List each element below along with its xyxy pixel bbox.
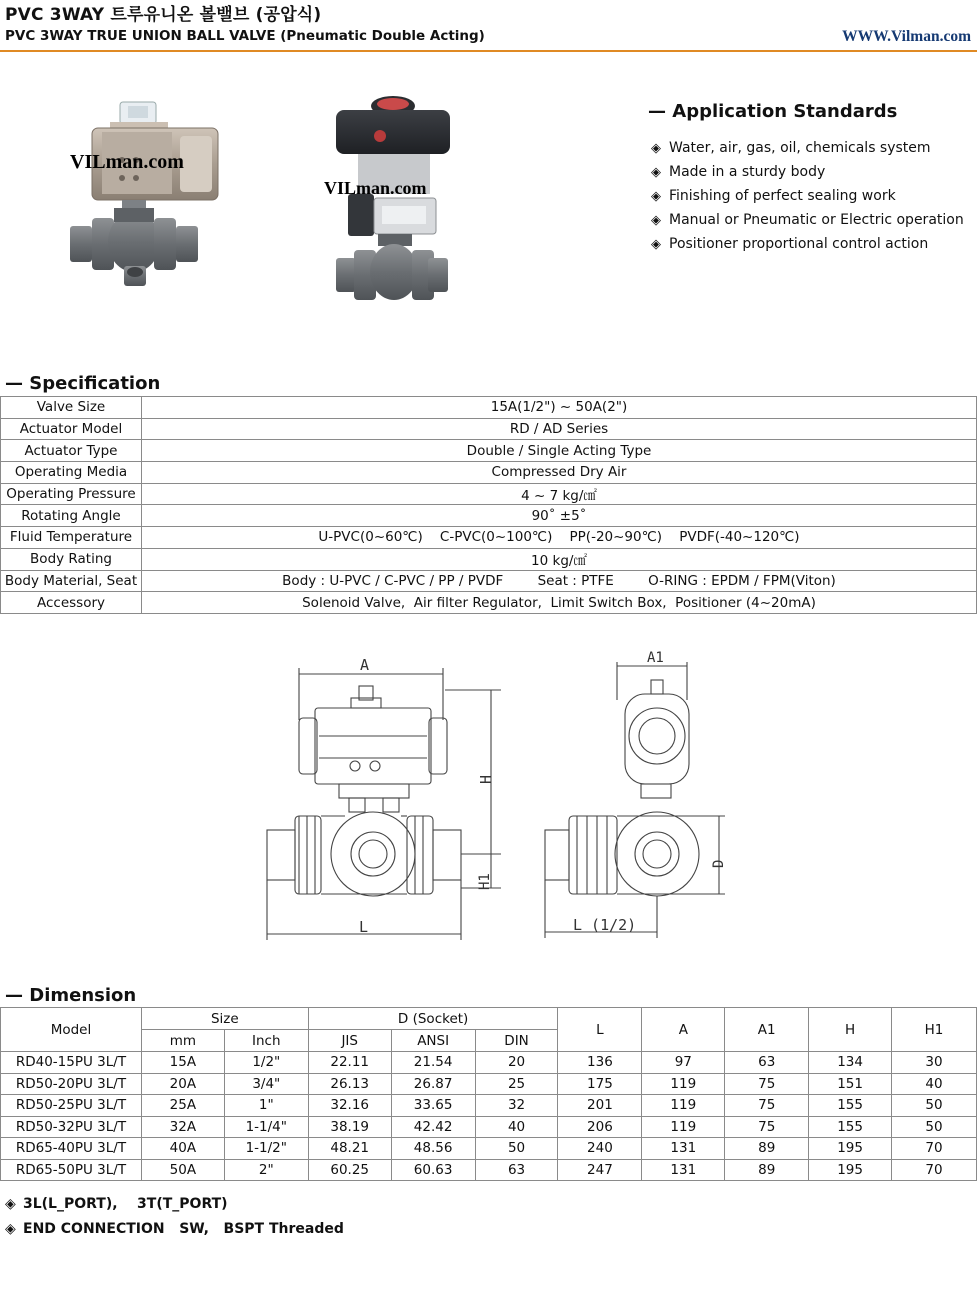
table-header-row — [1, 1008, 977, 1030]
diamond-bullet-icon: ◈ — [651, 141, 661, 156]
spec-label: Actuator Model — [1, 418, 142, 440]
dimension-label-h1: H1 — [477, 873, 493, 890]
dimension-label-l: L — [359, 918, 369, 936]
column-header: L — [558, 1008, 642, 1052]
list-item: ◈ Water, air, gas, oil, chemicals system — [651, 136, 964, 160]
table-row — [1, 527, 977, 549]
column-header: H — [809, 1008, 892, 1052]
spec-label: Actuator Type — [1, 440, 142, 462]
diamond-bullet-icon: ◈ — [651, 165, 661, 180]
column-header: DIN — [475, 1030, 558, 1052]
dimension-label-a1: A1 — [647, 650, 664, 666]
table-row: RD65-40PU 3L/T 40A 1-1/2" 48.21 48.56 50 240 131 89 195 70 — [1, 1138, 977, 1160]
page-title-korean: PVC 3WAY 트루유니온 볼밸브 (공압식) — [5, 5, 322, 25]
spec-label: Operating Media — [1, 462, 142, 484]
table-row — [1, 570, 977, 592]
spec-value: Body : U-PVC / C-PVC / PP / PVDF Seat : PTFE O-RING : EPDM / FPM(Viton) — [142, 570, 977, 592]
application-list — [651, 136, 964, 256]
column-header: A1 — [725, 1008, 809, 1052]
spec-value: Double / Single Acting Type — [142, 440, 977, 462]
diamond-bullet-icon: ◈ — [651, 189, 661, 204]
table-row — [1, 483, 977, 505]
diamond-bullet-icon: ◈ — [5, 1221, 16, 1237]
spec-value: U-PVC(0~60℃) C-PVC(0~100℃) PP(-20~90℃) PVDF(-40~120℃) — [142, 527, 977, 549]
watermark-text: VILman.com — [324, 178, 427, 198]
specification-table — [0, 396, 977, 614]
diamond-bullet-icon: ◈ — [5, 1196, 16, 1212]
diamond-bullet-icon: ◈ — [651, 237, 661, 252]
valve-actuator-photo — [62, 100, 232, 290]
table-row — [1, 440, 977, 462]
spec-value: Solenoid Valve, Air filter Regulator, Limit Switch Box, Positioner (4~20mA) — [142, 592, 977, 614]
spec-label: Operating Pressure — [1, 483, 142, 505]
table-row — [1, 592, 977, 614]
spec-value: 4 ~ 7 kg/㎠ — [142, 483, 977, 505]
table-row: RD65-50PU 3L/T 50A 2" 60.25 60.63 63 247 131 89 195 70 — [1, 1159, 977, 1181]
spec-value: 10 kg/㎠ — [142, 548, 977, 570]
specification-heading: — Specification — [5, 373, 161, 394]
spec-label: Valve Size — [1, 397, 142, 419]
dimension-label-d: D — [711, 859, 727, 868]
table-row: RD40-15PU 3L/T 15A 1/2" 22.11 21.54 20 136 97 63 134 30 — [1, 1052, 977, 1074]
watermark-text: VILman.com — [70, 151, 184, 173]
table-row — [1, 418, 977, 440]
list-item: ◈ Finishing of perfect sealing work — [651, 184, 964, 208]
table-row — [1, 548, 977, 570]
dimension-label-h: H — [477, 774, 495, 784]
table-row: RD50-32PU 3L/T 32A 1-1/4" 38.19 42.42 40 206 119 75 155 50 — [1, 1116, 977, 1138]
column-header: Model — [1, 1008, 142, 1052]
dimension-label-l-half: L (1/2) — [573, 916, 637, 934]
spec-label: Fluid Temperature — [1, 527, 142, 549]
spec-label: Accessory — [1, 592, 142, 614]
column-header: Inch — [224, 1030, 308, 1052]
column-header: H1 — [892, 1008, 977, 1052]
column-header: mm — [141, 1030, 224, 1052]
table-row: RD50-20PU 3L/T 20A 3/4" 26.13 26.87 25 175 119 75 151 40 — [1, 1073, 977, 1095]
side-view-drawing — [545, 650, 727, 938]
column-header: JIS — [308, 1030, 391, 1052]
spec-value: Compressed Dry Air — [142, 462, 977, 484]
note-item: ◈ END CONNECTION SW, BSPT Threaded — [5, 1217, 344, 1242]
front-view-drawing — [267, 656, 501, 940]
spec-value: 15A(1/2") ~ 50A(2") — [142, 397, 977, 419]
list-item: ◈ Manual or Pneumatic or Electric operation — [651, 208, 964, 232]
column-header: Size — [141, 1008, 308, 1030]
list-item: ◈ Positioner proportional control action — [651, 232, 964, 256]
column-header: ANSI — [391, 1030, 475, 1052]
spec-label: Body Material, Seat — [1, 570, 142, 592]
page-title-english: PVC 3WAY TRUE UNION BALL VALVE (Pneumatic Double Acting) — [5, 28, 485, 44]
website-link[interactable]: WWW.Vilman.com — [842, 28, 971, 45]
table-row — [1, 462, 977, 484]
spec-value: 90˚ ±5˚ — [142, 505, 977, 527]
application-heading: — Application Standards — [648, 101, 898, 122]
header-divider — [0, 50, 977, 52]
dimension-label-a: A — [360, 656, 370, 674]
table-row: RD50-25PU 3L/T 25A 1" 32.16 33.65 32 201 119 75 155 50 — [1, 1095, 977, 1117]
valve-positioner-photo — [318, 92, 468, 312]
table-row — [1, 505, 977, 527]
spec-label: Rotating Angle — [1, 505, 142, 527]
note-item: ◈ 3L(L_PORT), 3T(T_PORT) — [5, 1192, 344, 1217]
list-item: ◈ Made in a sturdy body — [651, 160, 964, 184]
dimension-heading: — Dimension — [5, 985, 137, 1006]
table-row — [1, 397, 977, 419]
dimension-table — [0, 1007, 977, 1181]
spec-value: RD / AD Series — [142, 418, 977, 440]
column-header: D (Socket) — [308, 1008, 558, 1030]
technical-drawing — [255, 640, 735, 950]
diamond-bullet-icon: ◈ — [651, 213, 661, 228]
notes — [5, 1192, 344, 1242]
column-header: A — [642, 1008, 725, 1052]
spec-label: Body Rating — [1, 548, 142, 570]
